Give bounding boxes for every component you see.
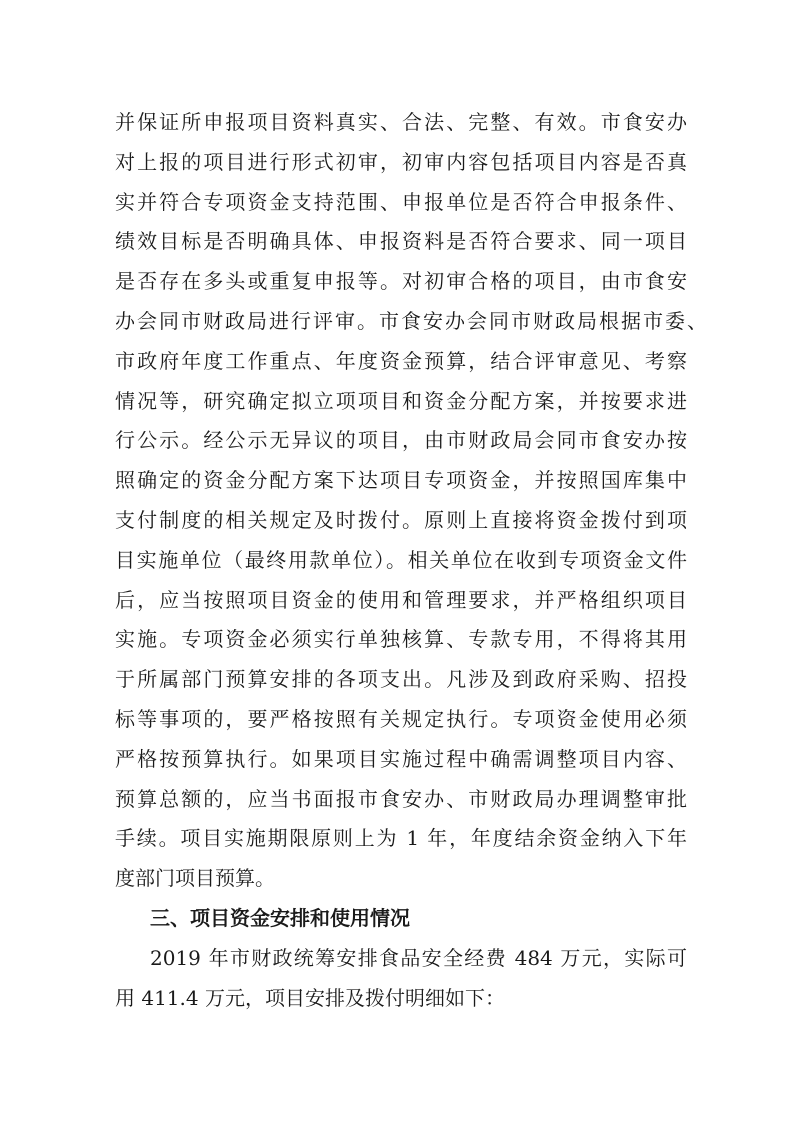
paragraph-line: 严格按预算执行。如果项目实施过程中确需调整项目内容、	[115, 746, 687, 771]
paragraph-line: 是否存在多头或重复申报等。对初审合格的项目，由市食安	[115, 269, 687, 294]
section-paragraph-line: 用 411.4 万元，项目安排及拨付明细如下：	[115, 985, 505, 1010]
paragraph-line: 照确定的资金分配方案下达项目专项资金，并按照国库集中	[115, 468, 687, 493]
paragraph-line: 并保证所申报项目资料真实、合法、完整、有效。市食安办	[115, 110, 687, 134]
section-paragraph-line: 2019 年市财政统筹安排食品安全经费 484 万元，实际可	[150, 945, 687, 970]
paragraph-line: 实并符合专项资金支持范围、申报单位是否符合申报条件、	[115, 189, 687, 214]
paragraph-line: 手续。项目实施期限原则上为 1 年，年度结余资金纳入下年	[115, 826, 687, 851]
paragraph-line: 预算总额的，应当书面报市食安办、市财政局办理调整审批	[115, 786, 687, 811]
paragraph-line: 目实施单位（最终用款单位）。相关单位在收到专项资金文件	[115, 547, 687, 572]
paragraph-line: 对上报的项目进行形式初审，初审内容包括项目内容是否真	[115, 149, 687, 174]
document-body	[115, 103, 707, 1018]
paragraph-line: 绩效目标是否明确具体、申报资料是否符合要求、同一项目	[115, 229, 687, 254]
paragraph-line: 实施。专项资金必须实行单独核算、专款专用，不得将其用	[115, 627, 687, 652]
paragraph-line: 支付制度的相关规定及时拨付。原则上直接将资金拨付到项	[115, 507, 687, 532]
section-heading: 三、项目资金安排和使用情况	[150, 905, 410, 930]
paragraph-line: 行公示。经公示无异议的项目，由市财政局会同市食安办按	[115, 428, 687, 453]
paragraph-line: 标等事项的，要严格按照有关规定执行。专项资金使用必须	[115, 706, 687, 731]
paragraph-line: 度部门项目预算。	[115, 866, 275, 891]
paragraph-line: 办会同市财政局进行评审。市食安办会同市财政局根据市委、	[115, 308, 707, 333]
paragraph-line: 市政府年度工作重点、年度资金预算，结合评审意见、考察	[115, 348, 687, 373]
paragraph-line: 情况等，研究确定拟立项项目和资金分配方案，并按要求进	[115, 388, 687, 413]
paragraph-line: 于所属部门预算安排的各项支出。凡涉及到政府采购、招投	[115, 667, 687, 692]
paragraph-line: 后，应当按照项目资金的使用和管理要求，并严格组织项目	[115, 587, 687, 612]
